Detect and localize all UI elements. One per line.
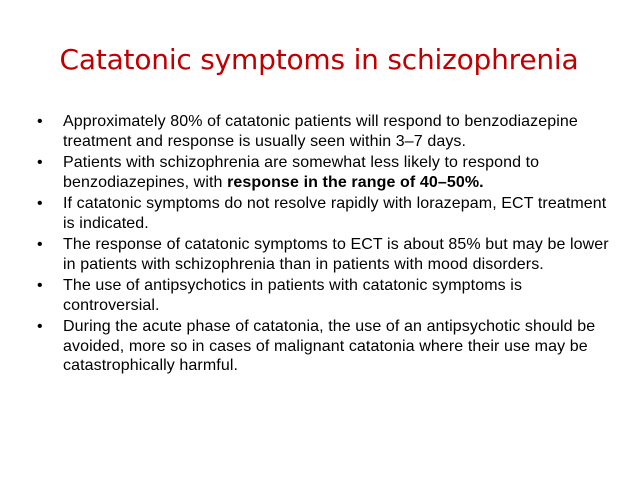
bullet-dot: • [37, 236, 43, 253]
bullet-dot: • [37, 318, 43, 335]
slide-title: Catatonic symptoms in schizophrenia [59, 43, 579, 76]
bullet-item-3 [37, 194, 612, 233]
bullet-text: The use of antipsychotics in patients with catatonic symptoms is controversial. [63, 277, 523, 314]
bullet-text: The response of catatonic symptoms to ECT is about 85% but may be lower in patients with schizophrenia than in patients with mood disorders. [63, 236, 609, 273]
bullet-dot: • [37, 113, 43, 130]
bullet-dot: • [37, 195, 43, 212]
bullet-text: Approximately 80% of catatonic patients will respond to benzodiazepine treatment and response is usually seen within 3–7 days. [63, 113, 578, 150]
bullet-dot: • [37, 154, 43, 171]
bullet-text-emphasis: response in the range of 40–50%. [227, 173, 484, 191]
bullet-item-1 [37, 112, 612, 151]
bullet-dot: • [37, 277, 43, 294]
bullet-item-4 [37, 235, 612, 274]
bullet-item-2 [37, 153, 612, 192]
bullet-list [37, 112, 612, 378]
bullet-text-plain: Patients with schizophrenia are somewhat less likely to respond to benzodiazepines, with [63, 154, 540, 191]
bullet-text: If catatonic symptoms do not resolve rapidly with lorazepam, ECT treatment is indicated. [63, 195, 607, 232]
bullet-text: During the acute phase of catatonia, the use of an antipsychotic should be avoided, more so in cases of malignant catatonia where their use may be catastrophically harmful. [63, 318, 596, 374]
bullet-text [63, 154, 539, 191]
bullet-item-6 [37, 317, 612, 376]
bullet-item-5 [37, 276, 612, 315]
